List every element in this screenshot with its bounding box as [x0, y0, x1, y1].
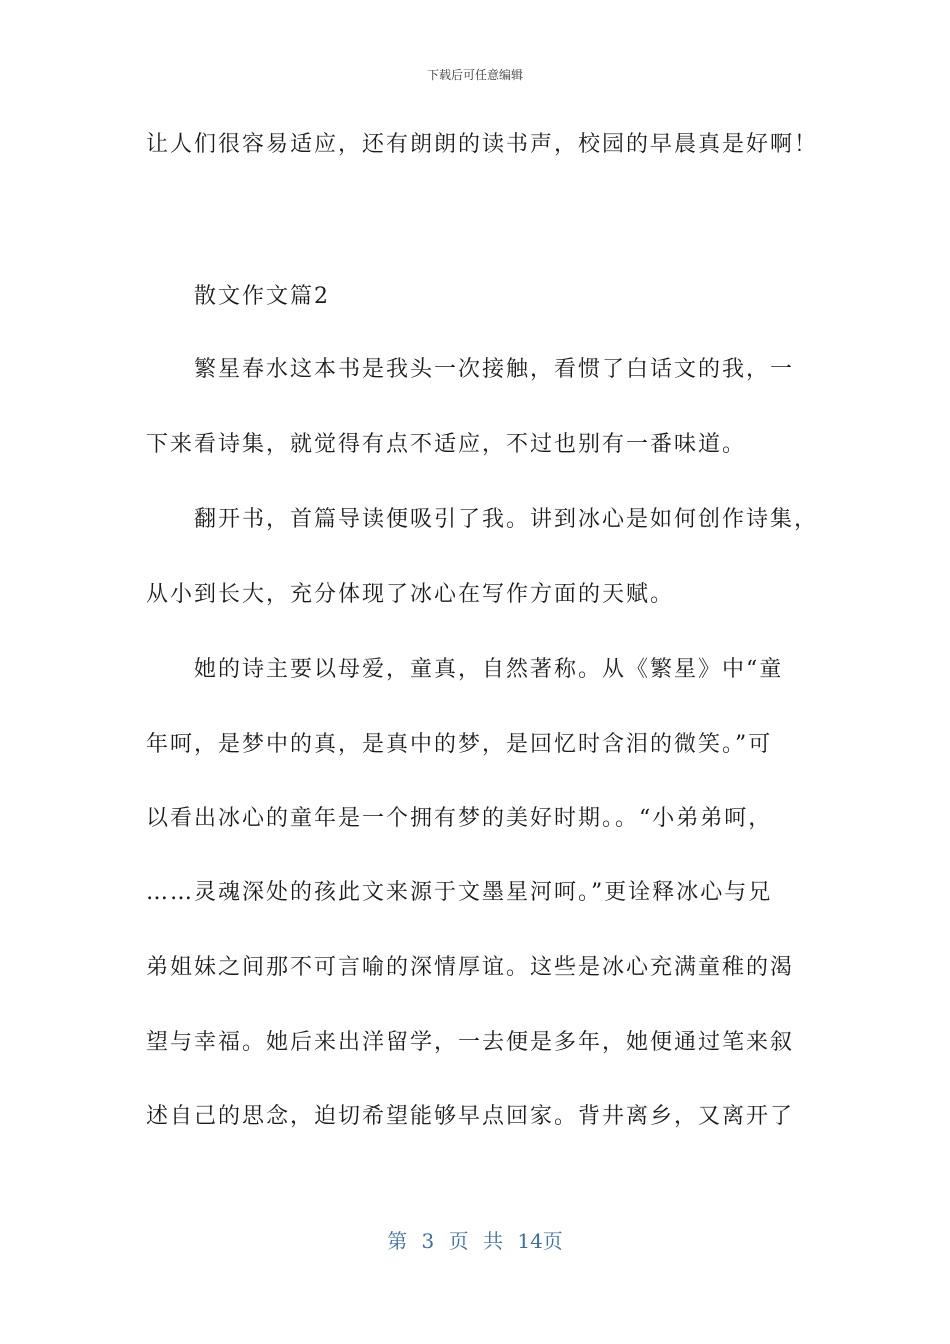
text-line: 让人们很容易适应，还有朗朗的读书声，校园的早晨真是好啊！: [146, 132, 819, 157]
header-note: 下载后可任意编辑: [426, 68, 523, 82]
text-line: 望与幸福。她后来出洋留学，一去便是多年，她便通过笔来叙: [146, 1030, 795, 1055]
text-line: 以看出冰心的童年是一个拥有梦的美好时期。。“小弟弟呵，: [146, 806, 773, 831]
section-heading: 散文作文篇2: [194, 284, 330, 309]
text-line: 繁星春水这本书是我头一次接触，看惯了白话文的我，一: [194, 357, 795, 382]
text-line: 下来看诗集，就觉得有点不适应，不过也别有一番味道。: [146, 432, 747, 457]
text-line: 从小到长大，充分体现了冰心在写作方面的天赋。: [146, 582, 675, 607]
page-number: 第 3 页 共 14页: [387, 1229, 563, 1253]
text-line: 年呵，是梦中的真，是真中的梦，是回忆时含泪的微笑。”可: [146, 732, 773, 757]
text-line: 弟姐妹之间那不可言喻的深情厚谊。这些是冰心充满童稚的渴: [146, 955, 795, 980]
text-line: 翻开书，首篇导读便吸引了我。讲到冰心是如何创作诗集，: [194, 507, 819, 532]
text-line: 述自己的思念，迫切希望能够早点回家。背井离乡，又离开了: [146, 1104, 795, 1129]
text-line: ……灵魂深处的孩此文来源于文墨星河呵。”更诠释冰心与兄: [146, 880, 773, 905]
text-line: 她的诗主要以母爱，童真，自然著称。从《繁星》中“童: [194, 657, 784, 682]
